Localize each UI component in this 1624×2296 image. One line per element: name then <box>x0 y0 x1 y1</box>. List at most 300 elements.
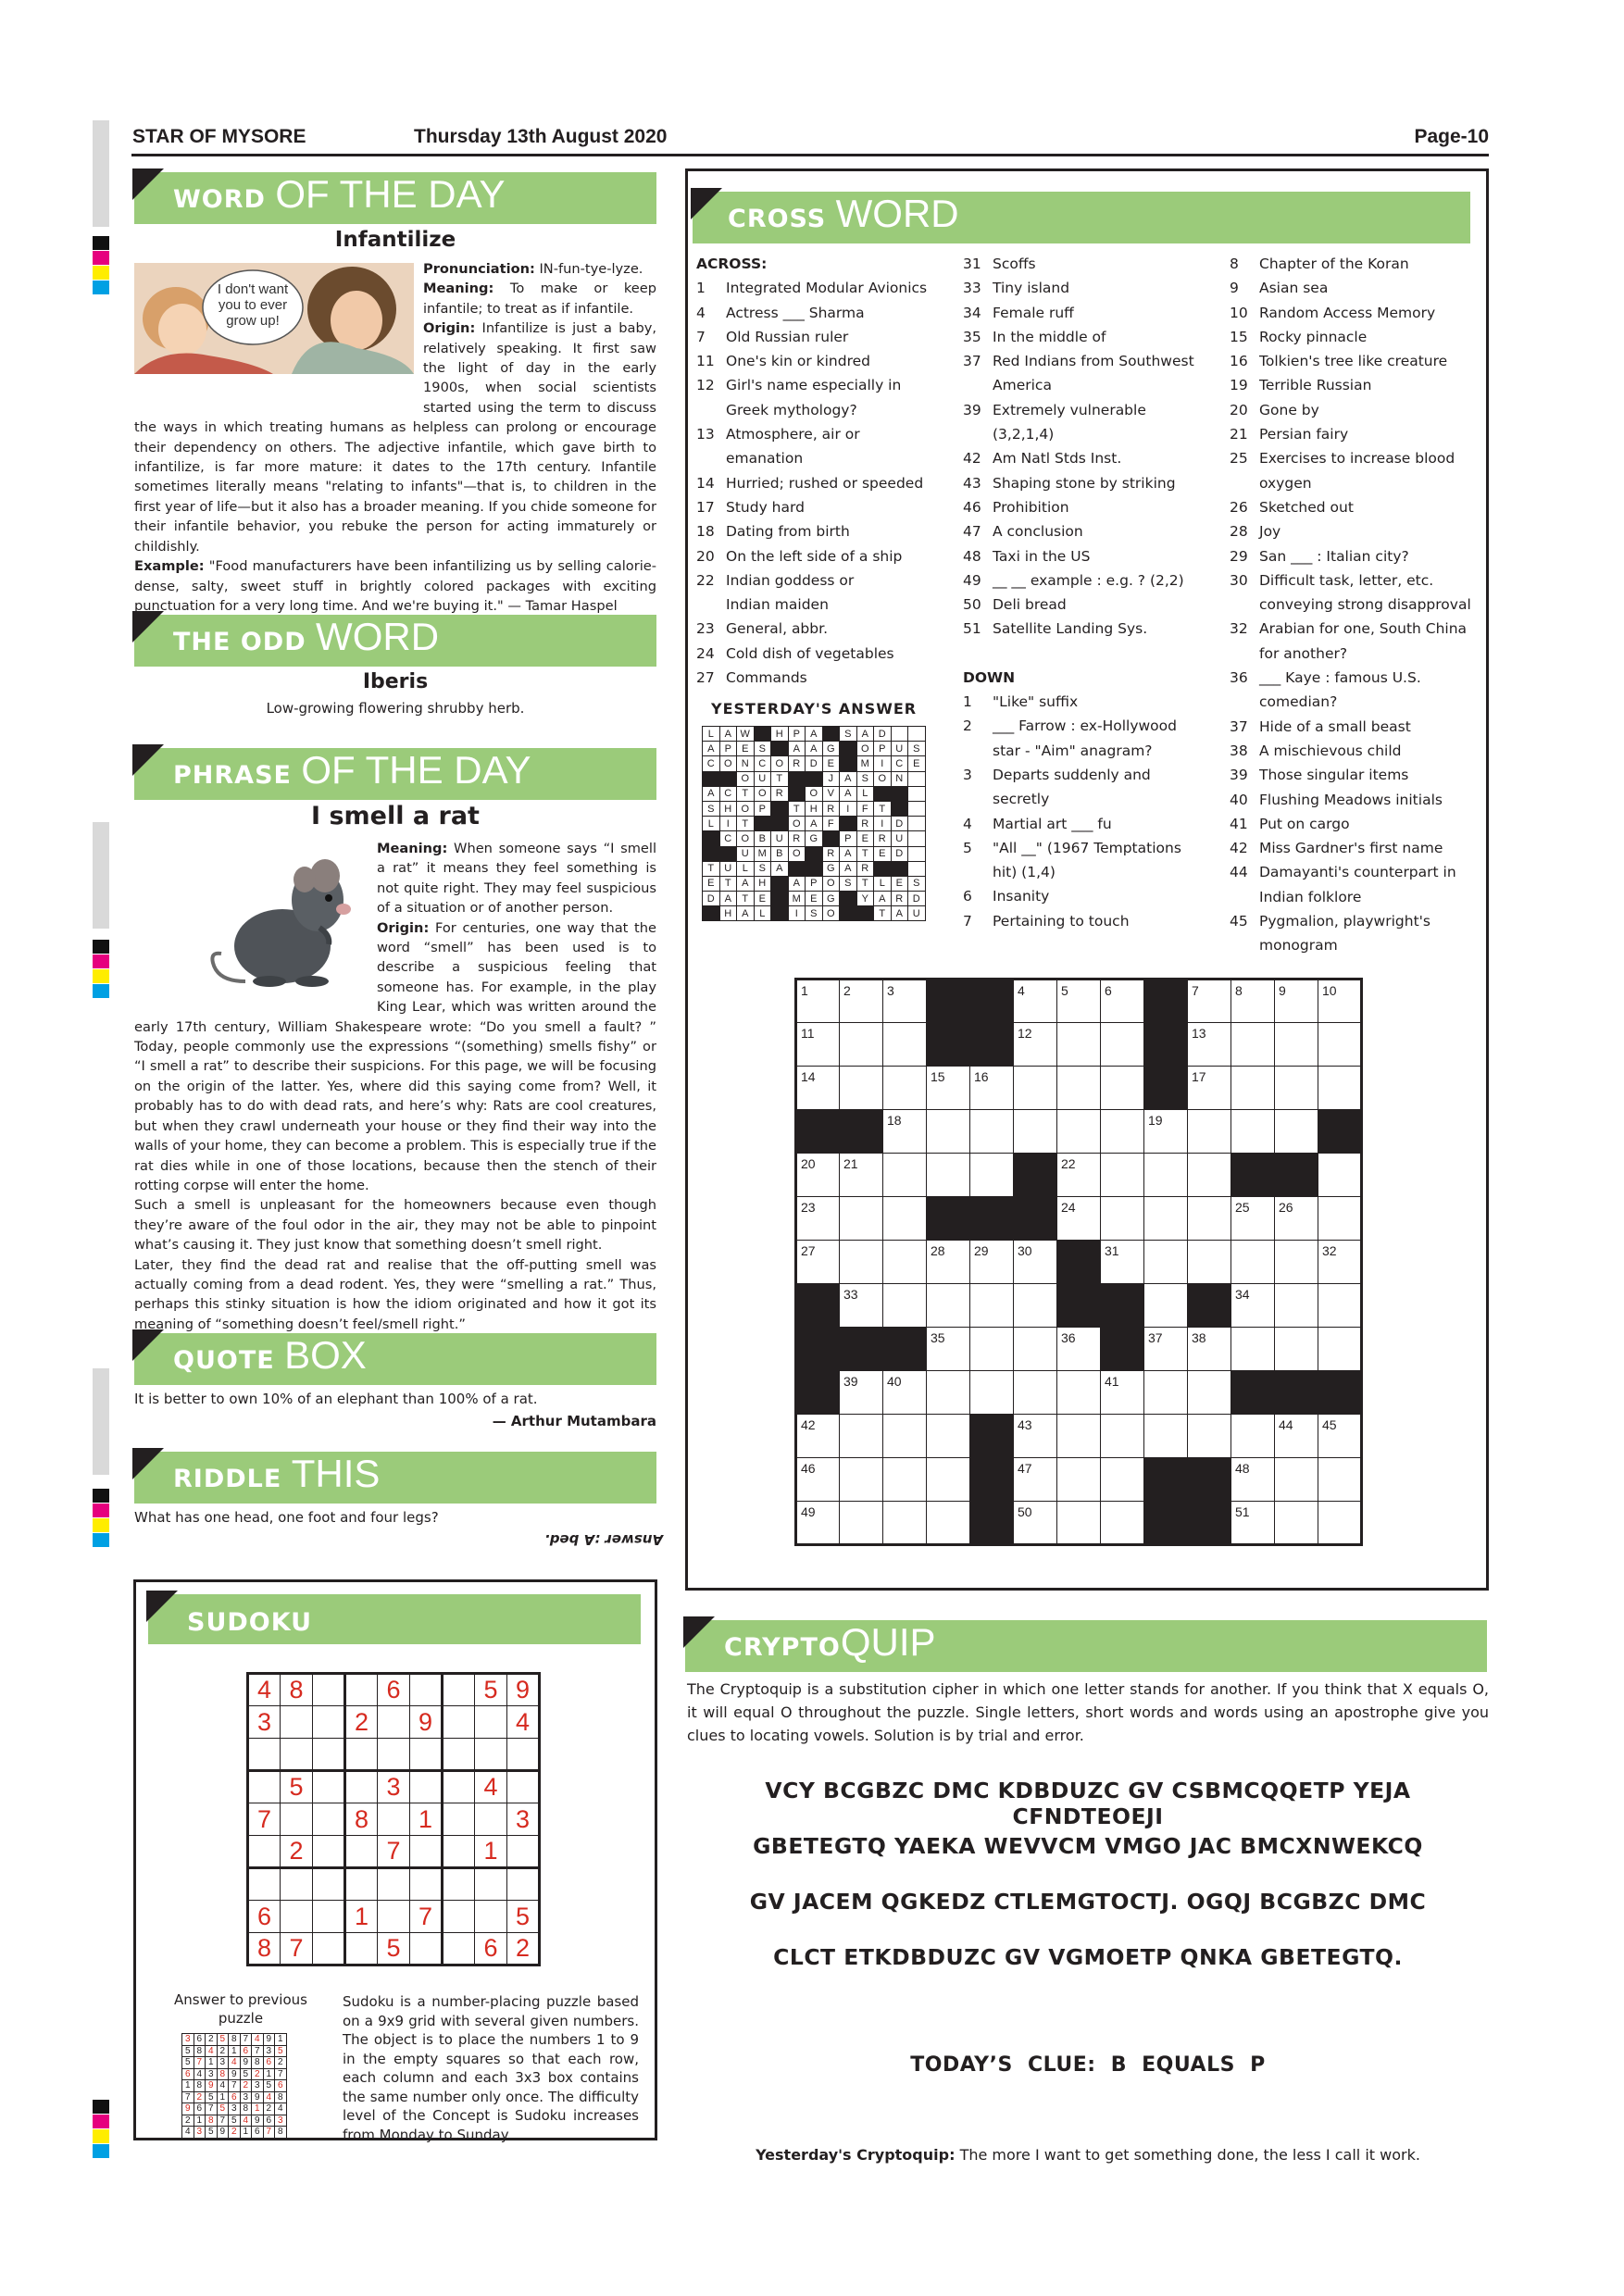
sudoku-cell[interactable] <box>475 1868 507 1901</box>
crossword-cell[interactable] <box>1188 1371 1231 1415</box>
crossword-cell[interactable] <box>1101 1197 1144 1241</box>
across-clue <box>696 398 946 422</box>
cell-number: 50 <box>1018 1504 1032 1519</box>
cell-number: 15 <box>931 1069 945 1084</box>
sudoku-answer-cell: 4 <box>263 2091 275 2103</box>
answer-cell: L <box>754 906 771 921</box>
answer-cell: A <box>788 876 806 891</box>
crossword-cell[interactable] <box>1014 1415 1057 1458</box>
sudoku-cell[interactable]: 3 <box>378 1771 410 1803</box>
sudoku-cell[interactable]: 2 <box>345 1706 378 1739</box>
example-label: Example: <box>134 558 205 575</box>
clue-text: Girl's name especially in <box>726 377 902 394</box>
sudoku-cell[interactable] <box>378 1739 410 1771</box>
crossword-cell[interactable] <box>1144 1241 1188 1284</box>
sudoku-cell[interactable] <box>248 1739 281 1771</box>
crossword-cell[interactable] <box>1101 1502 1144 1545</box>
sudoku-cell[interactable] <box>313 1933 345 1965</box>
sudoku-cell[interactable] <box>507 1771 540 1803</box>
crossword-cell[interactable] <box>1188 1415 1231 1458</box>
sudoku-cell[interactable] <box>281 1739 313 1771</box>
answer-cell: C <box>754 756 771 771</box>
crossword-cell[interactable] <box>840 1023 883 1067</box>
sudoku-cell[interactable] <box>281 1803 313 1836</box>
crossword-cell[interactable] <box>970 1067 1014 1110</box>
crossword-cell[interactable] <box>840 1371 883 1415</box>
clue-number: 4 <box>963 815 972 832</box>
word-definition <box>134 259 656 616</box>
sudoku-cell[interactable]: 2 <box>281 1836 313 1868</box>
clue-number: 18 <box>696 523 715 541</box>
crossword-cell[interactable] <box>796 1197 840 1241</box>
answer-cell: R <box>856 817 874 831</box>
crossword-cell[interactable] <box>1318 1415 1362 1458</box>
crossword-cell[interactable] <box>1231 1415 1275 1458</box>
sudoku-cell[interactable] <box>378 1803 410 1836</box>
crossword-cell[interactable] <box>1144 1110 1188 1154</box>
sudoku-cell[interactable] <box>345 1933 378 1965</box>
crossword-cell[interactable] <box>1101 980 1144 1023</box>
sudoku-cell[interactable]: 7 <box>281 1933 313 1965</box>
crossword-cell[interactable] <box>1318 980 1362 1023</box>
crossword-cell[interactable] <box>1144 1371 1188 1415</box>
sudoku-cell[interactable]: 4 <box>507 1706 540 1739</box>
crossword-cell[interactable] <box>1318 1154 1362 1197</box>
sudoku-cell[interactable] <box>248 1771 281 1803</box>
answer-cell: E <box>806 892 823 906</box>
across-label: ACROSS: <box>696 256 768 272</box>
cell-number: 20 <box>801 1156 816 1171</box>
clue-text: Female ruff <box>993 304 1074 321</box>
crossword-cell[interactable] <box>927 1067 970 1110</box>
crossword-cell[interactable] <box>1144 1154 1188 1197</box>
crossword-cell[interactable] <box>1101 1458 1144 1502</box>
crossword-cell[interactable] <box>796 1154 840 1197</box>
crossword-cell[interactable] <box>840 1415 883 1458</box>
crossword-cell[interactable] <box>1057 1328 1101 1371</box>
crossword-cell[interactable] <box>1275 1110 1318 1154</box>
crossword-cell[interactable] <box>1101 1154 1144 1197</box>
crossword-cell[interactable] <box>840 1502 883 1545</box>
crossword-cell[interactable] <box>1275 1328 1318 1371</box>
cell-number: 6 <box>1105 983 1112 998</box>
answer-cell: I <box>874 817 892 831</box>
crossword-cell[interactable] <box>796 1458 840 1502</box>
crossword-cell[interactable] <box>927 1284 970 1328</box>
cell-number: 49 <box>801 1504 816 1519</box>
crossword-cell[interactable] <box>883 1241 927 1284</box>
sudoku-cell[interactable] <box>443 1674 475 1706</box>
crossword-cell[interactable] <box>927 1502 970 1545</box>
crossword-cell[interactable] <box>1144 1284 1188 1328</box>
crossword-block <box>1144 1502 1188 1545</box>
answer-cell: R <box>856 861 874 876</box>
sudoku-answer-cell: 1 <box>240 2127 252 2139</box>
answer-cell: O <box>788 817 806 831</box>
sudoku-cell[interactable] <box>281 1868 313 1901</box>
crossword-cell[interactable] <box>1101 1415 1144 1458</box>
crossword-cell[interactable] <box>883 1023 927 1067</box>
crossword-cell[interactable] <box>1318 1067 1362 1110</box>
sudoku-cell[interactable] <box>378 1901 410 1933</box>
answer-cell: I <box>719 817 737 831</box>
crossword-cell[interactable] <box>1057 1110 1101 1154</box>
answer-cell: J <box>822 771 840 786</box>
crossword-block <box>1275 1154 1318 1197</box>
sudoku-cell[interactable] <box>345 1771 378 1803</box>
sudoku-cell[interactable] <box>410 1868 443 1901</box>
registration-bar <box>93 822 109 929</box>
crossword-cell[interactable] <box>1231 1458 1275 1502</box>
crossword-cell[interactable] <box>1318 1328 1362 1371</box>
crossword-cell[interactable] <box>1188 1154 1231 1197</box>
sudoku-cell[interactable] <box>443 1739 475 1771</box>
crossword-cell[interactable] <box>883 1154 927 1197</box>
crossword-cell[interactable] <box>1188 1197 1231 1241</box>
crossword-cell[interactable] <box>883 980 927 1023</box>
crossword-cell[interactable] <box>1014 1067 1057 1110</box>
cell-number: 38 <box>1192 1330 1206 1345</box>
sudoku-cell[interactable]: 5 <box>281 1771 313 1803</box>
sudoku-cell[interactable] <box>410 1739 443 1771</box>
crossword-cell[interactable] <box>1014 1371 1057 1415</box>
crossword-cell[interactable] <box>1144 1328 1188 1371</box>
crossword-cell[interactable] <box>840 1241 883 1284</box>
sudoku-cell[interactable] <box>443 1901 475 1933</box>
sudoku-cell[interactable]: 4 <box>475 1771 507 1803</box>
crossword-cell[interactable] <box>883 1110 927 1154</box>
answer-block <box>771 906 789 921</box>
crossword-cell[interactable] <box>1057 1067 1101 1110</box>
crossword-cell[interactable] <box>840 1067 883 1110</box>
sudoku-cell[interactable] <box>313 1674 345 1706</box>
sudoku-cell[interactable] <box>281 1706 313 1739</box>
crossword-cell[interactable] <box>840 980 883 1023</box>
answer-cell: Y <box>856 892 874 906</box>
answer-cell: G <box>822 861 840 876</box>
crossword-cell[interactable] <box>883 1415 927 1458</box>
answer-cell: I <box>788 906 806 921</box>
sudoku-cell[interactable] <box>410 1933 443 1965</box>
crossword-cell[interactable] <box>1188 1241 1231 1284</box>
crossword-cell[interactable] <box>796 1502 840 1545</box>
crossword-cell[interactable] <box>1231 1023 1275 1067</box>
sudoku-cell[interactable]: 1 <box>475 1836 507 1868</box>
crossword-cell[interactable] <box>1231 1197 1275 1241</box>
crossword-cell[interactable] <box>1014 1241 1057 1284</box>
crossword-cell[interactable] <box>1014 1284 1057 1328</box>
crossword-block <box>796 1110 840 1154</box>
crossword-cell[interactable] <box>840 1154 883 1197</box>
crossword-cell[interactable] <box>927 1241 970 1284</box>
crossword-cell[interactable] <box>927 1110 970 1154</box>
crossword-cell[interactable] <box>1318 1458 1362 1502</box>
crossword-cell[interactable] <box>970 1110 1014 1154</box>
crossword-cell[interactable] <box>1231 980 1275 1023</box>
sudoku-cell[interactable] <box>281 1901 313 1933</box>
crossword-cell[interactable] <box>840 1458 883 1502</box>
quote-author: — Arthur Mutambara <box>492 1413 656 1429</box>
crossword-cell[interactable] <box>927 1154 970 1197</box>
crossword-cell[interactable] <box>1101 1371 1144 1415</box>
crossword-cell[interactable] <box>1275 1241 1318 1284</box>
sudoku-cell[interactable]: 6 <box>378 1674 410 1706</box>
sudoku-cell[interactable] <box>443 1836 475 1868</box>
crossword-cell[interactable] <box>1275 1458 1318 1502</box>
sudoku-cell[interactable] <box>443 1933 475 1965</box>
crossword-cell[interactable] <box>1275 1502 1318 1545</box>
crossword-cell[interactable] <box>1101 1241 1144 1284</box>
sudoku-cell[interactable] <box>313 1706 345 1739</box>
crossword-cell[interactable] <box>1231 1502 1275 1545</box>
crossword-block <box>927 1197 970 1241</box>
answer-cell: B <box>771 846 789 861</box>
banner-title-b: THIS <box>291 1452 381 1495</box>
down-clue <box>1230 593 1480 617</box>
sudoku-answer-cell: 7 <box>194 2057 206 2069</box>
sudoku-cell[interactable] <box>313 1739 345 1771</box>
sudoku-cell[interactable]: 3 <box>507 1803 540 1836</box>
crossword-cell[interactable] <box>1231 1284 1275 1328</box>
sudoku-cell[interactable]: 7 <box>248 1803 281 1836</box>
crossword-cell[interactable] <box>1188 1067 1231 1110</box>
across-clue <box>963 349 1213 373</box>
sudoku-cell[interactable] <box>475 1901 507 1933</box>
sudoku-answer-cell: 8 <box>194 2045 206 2057</box>
sudoku-cell[interactable] <box>313 1803 345 1836</box>
crossword-cell[interactable] <box>1318 1284 1362 1328</box>
crossword-cell[interactable] <box>1231 1110 1275 1154</box>
crossword-block <box>1014 1197 1057 1241</box>
sudoku-cell[interactable] <box>410 1674 443 1706</box>
crossword-cell[interactable] <box>1057 1458 1101 1502</box>
sudoku-answer-cell: 1 <box>182 2080 194 2092</box>
crossword-cell[interactable] <box>1144 1197 1188 1241</box>
sudoku-cell[interactable]: 8 <box>281 1674 313 1706</box>
crossword-cell[interactable] <box>1275 1415 1318 1458</box>
crossword-cell[interactable] <box>1275 1023 1318 1067</box>
crossword-cell[interactable] <box>1057 1197 1101 1241</box>
cell-number: 24 <box>1061 1200 1076 1215</box>
sudoku-cell[interactable]: 7 <box>378 1836 410 1868</box>
sudoku-answer-cell: 8 <box>275 2091 287 2103</box>
crossword-cell[interactable] <box>970 1328 1014 1371</box>
crossword-cell[interactable] <box>1318 1023 1362 1067</box>
sudoku-cell[interactable] <box>475 1706 507 1739</box>
crossword-cell[interactable] <box>796 980 840 1023</box>
clue-text: Exercises to increase blood <box>1259 450 1455 468</box>
clue-number: 6 <box>963 888 972 905</box>
crossword-cell[interactable] <box>1057 1371 1101 1415</box>
phrase-title: I smell a rat <box>311 802 480 830</box>
crossword-cell[interactable] <box>1014 1110 1057 1154</box>
sudoku-cell[interactable]: 5 <box>378 1933 410 1965</box>
crossword-cell[interactable] <box>970 1371 1014 1415</box>
clue-text: comedian? <box>1259 693 1338 711</box>
sudoku-cell[interactable]: 7 <box>410 1901 443 1933</box>
crossword-cell[interactable] <box>1275 1284 1318 1328</box>
sudoku-cell[interactable] <box>313 1901 345 1933</box>
down-clue <box>1230 812 1480 836</box>
crossword-cell[interactable] <box>1188 1023 1231 1067</box>
sudoku-cell[interactable] <box>345 1674 378 1706</box>
answer-cell: L <box>703 727 720 742</box>
sudoku-cell[interactable] <box>345 1836 378 1868</box>
sudoku-cell[interactable] <box>475 1803 507 1836</box>
crossword-cell[interactable] <box>1014 1023 1057 1067</box>
crossword-cell[interactable] <box>1318 1502 1362 1545</box>
crossword-cell[interactable] <box>840 1197 883 1241</box>
sudoku-answer-cell: 3 <box>194 2127 206 2139</box>
sudoku-answer-cell: 5 <box>206 2091 218 2103</box>
clue-number: 9 <box>1230 280 1239 297</box>
crossword-cell[interactable] <box>1057 1502 1101 1545</box>
sudoku-cell[interactable] <box>443 1868 475 1901</box>
crossword-cell[interactable] <box>796 1415 840 1458</box>
sudoku-cell[interactable] <box>345 1739 378 1771</box>
clue-number <box>696 593 726 617</box>
answer-cell: M <box>788 892 806 906</box>
sudoku-cell[interactable] <box>410 1771 443 1803</box>
answer-cell: L <box>737 861 755 876</box>
crossword-cell[interactable] <box>1275 1197 1318 1241</box>
crossword-cell[interactable] <box>883 1197 927 1241</box>
sudoku-cell[interactable] <box>443 1803 475 1836</box>
crossword-cell[interactable] <box>1188 980 1231 1023</box>
registration-swatch-black <box>93 236 109 250</box>
across-clue <box>696 301 946 325</box>
crossword-cell[interactable] <box>1101 1067 1144 1110</box>
crossword-cell[interactable] <box>1188 1328 1231 1371</box>
sudoku-cell[interactable] <box>507 1868 540 1901</box>
answer-cell: D <box>891 817 908 831</box>
sudoku-cell[interactable] <box>475 1739 507 1771</box>
clue-text: Arabian for one, South China <box>1259 620 1468 638</box>
sudoku-cell[interactable] <box>507 1739 540 1771</box>
crossword-cell[interactable] <box>1057 1023 1101 1067</box>
clue-number: 16 <box>1230 353 1248 370</box>
sudoku-cell[interactable]: 3 <box>248 1706 281 1739</box>
crossword-cell[interactable] <box>1014 1502 1057 1545</box>
cell-number: 31 <box>1105 1243 1119 1258</box>
cell-number: 30 <box>1018 1243 1032 1258</box>
clue-number <box>1230 690 1259 714</box>
across-clue <box>963 446 1213 470</box>
sudoku-cell[interactable] <box>507 1836 540 1868</box>
crossword-cell[interactable] <box>1014 1458 1057 1502</box>
sudoku-cell[interactable] <box>248 1868 281 1901</box>
registration-swatch-yellow <box>93 2129 109 2143</box>
crossword-cell[interactable] <box>927 1415 970 1458</box>
crossword-cell[interactable] <box>970 1241 1014 1284</box>
crossword-cell[interactable] <box>1057 980 1101 1023</box>
crossword-cell[interactable] <box>1275 1067 1318 1110</box>
crossword-cell[interactable] <box>1318 1197 1362 1241</box>
crossword-cell[interactable] <box>840 1284 883 1328</box>
sudoku-cell[interactable] <box>443 1706 475 1739</box>
sudoku-cell[interactable]: 5 <box>475 1674 507 1706</box>
sudoku-cell[interactable] <box>248 1836 281 1868</box>
crossword-cell[interactable] <box>1231 1328 1275 1371</box>
answer-cell: I <box>840 801 857 816</box>
answer-block <box>891 786 908 801</box>
crossword-cell[interactable] <box>1101 1110 1144 1154</box>
sudoku-cell[interactable] <box>313 1868 345 1901</box>
banner-flag-icon <box>691 188 722 219</box>
phrase-origin-label: Origin: <box>377 919 430 936</box>
crossword-cell[interactable] <box>796 1023 840 1067</box>
sudoku-cell[interactable] <box>410 1836 443 1868</box>
answer-cell: S <box>840 876 857 891</box>
sudoku-cell[interactable] <box>313 1771 345 1803</box>
crossword-cell[interactable] <box>1101 1023 1144 1067</box>
crossword-block <box>970 1415 1014 1458</box>
down-clue <box>963 763 1213 787</box>
crossword-cell[interactable] <box>1057 1415 1101 1458</box>
cell-number: 5 <box>1061 983 1068 998</box>
crossword-cell[interactable] <box>970 1284 1014 1328</box>
crossword-cell[interactable] <box>1231 1241 1275 1284</box>
crossword-cell[interactable] <box>796 1067 840 1110</box>
crossword-cell[interactable] <box>883 1502 927 1545</box>
sudoku-answer-cell: 5 <box>229 2115 241 2127</box>
sudoku-cell[interactable]: 8 <box>248 1933 281 1965</box>
crossword-cell[interactable] <box>883 1067 927 1110</box>
cryptoquip-line: VCY BCGBZC DMC KDBDUZC GV CSBMCQQETP YEJA CFNDTEOEJI <box>765 1778 1411 1829</box>
sudoku-cell[interactable]: 2 <box>507 1933 540 1965</box>
crossword-cell[interactable] <box>796 1241 840 1284</box>
clue-text: Tolkien's tree like creature <box>1259 353 1448 370</box>
sudoku-cell[interactable] <box>378 1868 410 1901</box>
crossword-cell[interactable] <box>883 1284 927 1328</box>
crossword-cell[interactable] <box>1014 980 1057 1023</box>
sudoku-cell[interactable]: 9 <box>410 1706 443 1739</box>
down-clue <box>1230 909 1480 933</box>
sudoku-cell[interactable] <box>443 1771 475 1803</box>
sudoku-cell[interactable]: 9 <box>507 1674 540 1706</box>
crossword-cell[interactable] <box>1014 1328 1057 1371</box>
crossword-cell[interactable] <box>1318 1241 1362 1284</box>
crossword-cell[interactable] <box>883 1458 927 1502</box>
sudoku-cell[interactable]: 6 <box>475 1933 507 1965</box>
crossword-cell[interactable] <box>970 1154 1014 1197</box>
crossword-cell[interactable] <box>927 1458 970 1502</box>
answer-cell: C <box>719 786 737 801</box>
sudoku-cell[interactable]: 1 <box>345 1901 378 1933</box>
sudoku-cell[interactable] <box>313 1836 345 1868</box>
crossword-cell[interactable] <box>883 1371 927 1415</box>
clue-text: America <box>993 377 1052 394</box>
sudoku-cell[interactable]: 4 <box>248 1674 281 1706</box>
sudoku-cell[interactable] <box>378 1706 410 1739</box>
sudoku-cell[interactable] <box>345 1868 378 1901</box>
crossword-cell[interactable] <box>927 1371 970 1415</box>
crossword-cell[interactable] <box>1275 980 1318 1023</box>
sudoku-cell[interactable]: 6 <box>248 1901 281 1933</box>
sudoku-cell[interactable]: 8 <box>345 1803 378 1836</box>
crossword-cell[interactable] <box>1231 1067 1275 1110</box>
crossword-cell[interactable] <box>1188 1110 1231 1154</box>
page-number: Page-10 <box>1414 126 1489 147</box>
crossword-cell[interactable] <box>1057 1154 1101 1197</box>
banner-flag-icon <box>132 168 164 200</box>
sudoku-cell[interactable]: 1 <box>410 1803 443 1836</box>
crossword-cell[interactable] <box>1144 1415 1188 1458</box>
crossword-cell[interactable] <box>927 1328 970 1371</box>
sudoku-cell[interactable]: 5 <box>507 1901 540 1933</box>
sudoku-answer-cell: 4 <box>275 2103 287 2115</box>
answer-cell <box>908 801 926 816</box>
